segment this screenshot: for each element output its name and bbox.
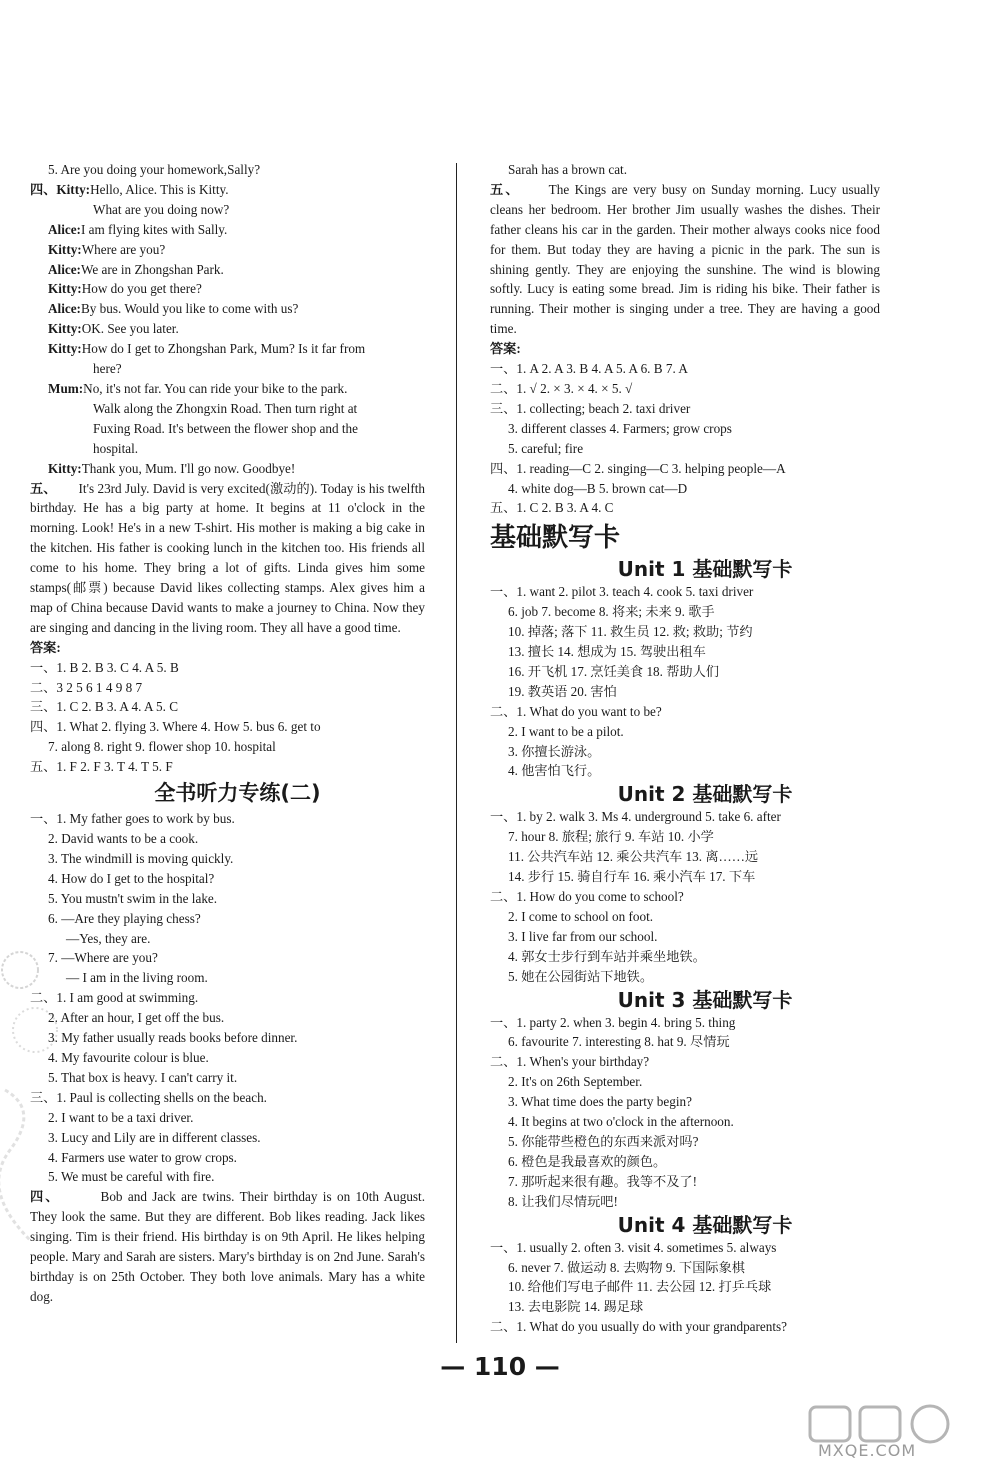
unit-line: 2. I come to school on foot. [508,908,654,924]
dialogue-line [30,459,425,479]
dialogue-line [30,200,425,220]
speaker-label: Alice: [48,221,81,237]
big-title: 基础默写卡 [490,523,621,554]
dialogue-text: OK. See you later. [81,321,179,337]
unit-line: 二、1. What do you usually do with your grandparents? [490,1319,788,1335]
answers-label: 答案: [490,341,521,357]
answer-line: 五、1. F 2. F 3. T 4. T 5. F [30,759,173,775]
unit-title: Unit 4 基础默写卡 [617,1212,793,1237]
question-line: 4. Farmers use water to grow crops. [48,1149,237,1165]
dialogue-line [30,319,425,339]
dialogue-text: By bus. Would you like to come with us? [80,301,299,317]
answer-line: 3. different classes 4. Farmers; grow crops [508,420,732,436]
unit-line: 10. 掉落; 落下 11. 救生员 12. 救; 救助; 节约 [508,624,753,640]
dialogue-line [30,399,425,419]
unit-line: 2. It's on 26th September. [508,1074,643,1090]
dialogue-line [30,220,425,240]
answers-list [30,658,425,777]
question-line: 3. Lucy and Lily are in different classes. [48,1129,261,1145]
passage-label: 五、 [490,181,521,197]
unit-line: 3. I live far from our school. [508,928,658,944]
speaker-label: Kitty: [48,460,82,476]
question-line: 4. How do I get to the hospital? [48,870,215,886]
right-column [490,160,880,1337]
unit-title: Unit 3 基础默写卡 [617,987,793,1012]
dialogue-text: Hello, Alice. This is Kitty. [90,181,229,197]
speaker-label: Mum: [48,380,84,396]
question-line: 二、1. I am good at swimming. [30,990,199,1006]
passage-5-right [490,180,880,339]
dialogue-text: I am flying kites with Sally. [80,221,228,237]
answer-line: 五、1. C 2. B 3. A 4. C [490,500,614,516]
dialogue-text: Walk along the Zhongxin Road. Then turn right at [93,400,358,416]
dialogue-line [30,359,425,379]
question-line: —Yes, they are. [66,930,151,946]
answer-line: 二、3 2 5 6 1 4 9 8 7 [30,679,143,695]
question-line: 7. —Where are you? [48,950,158,966]
unit-line: 二、1. What do you want to be? [490,703,662,719]
passage-text: The Kings are very busy on Sunday morning. Lucy usually cleans her bedroom. Her brother Jim usually washes the dishes. Their father cleans his car in the garden. Their mother always cooks nice food for them. But today they are having a picnic in the park. The sun is shining gently. They are enjoying the sunshine. The wind is blowing softly. Lucy is eating some bread. Jim is riding his bike. Their father is running. Their mother is singing under a tree. They are having a good time. [490,181,881,337]
speaker-label: Kitty: [48,281,82,297]
continuation-line: Sarah has a brown cat. [508,162,628,177]
unit-line: 8. 让我们尽情玩吧! [508,1193,618,1209]
answer-line: 一、1. B 2. B 3. C 4. A 5. B [30,659,179,675]
unit-line: 6. 橙色是我最喜欢的颜色。 [508,1153,667,1169]
unit-line: 16. 开飞机 17. 烹饪美食 18. 帮助人们 [508,663,719,679]
dialogue-line [30,260,425,280]
answer-line: 二、1. √ 2. × 3. × 4. × 5. √ [490,380,633,396]
dialogue-line [30,180,425,200]
question-line: 3. The windmill is moving quickly. [48,850,234,866]
unit-title: Unit 1 基础默写卡 [617,557,793,582]
unit-line: 二、1. When's your birthday? [490,1054,650,1070]
passage-5-left [30,479,425,638]
unit-line: 一、1. usually 2. often 3. visit 4. sometimes 5. always [490,1239,777,1255]
answers-label: 答案: [30,639,61,655]
unit-line: 10. 给他们写电子邮件 11. 去公园 12. 打乒乓球 [508,1279,772,1295]
unit-line: 4. 郭女士步行到车站并乘坐地铁。 [508,948,706,964]
dialogue-line [30,299,425,319]
answer-line: 4. white dog—B 5. brown cat—D [508,480,688,496]
dialogue-text: 5. Are you doing your homework,Sally? [48,162,261,177]
dialogue-text: We are in Zhongshan Park. [80,261,224,277]
unit-line: 3. 你擅长游泳。 [508,743,601,759]
unit-line: 14. 步行 15. 骑自行车 16. 乘小汽车 17. 下车 [508,869,756,885]
unit-line: 5. 她在公园街站下地铁。 [508,968,654,984]
unit-line: 13. 去电影院 14. 踢足球 [508,1299,644,1315]
unit-line: 4. It begins at two o'clock in the afternoon. [508,1114,734,1130]
dialogue-line [30,240,425,260]
dialogue-text: Where are you? [81,241,166,257]
dialogue-block [30,160,425,479]
question-line: 5. We must be careful with fire. [48,1169,215,1185]
answer-line: 7. along 8. right 9. flower shop 10. hospital [48,739,276,755]
passage-label: 五、 [30,480,57,496]
unit-line: 一、1. want 2. pilot 3. teach 4. cook 5. taxi driver [490,584,754,600]
question-line: 3. My father usually reads books before dinner. [48,1030,298,1046]
answer-line: 5. careful; fire [508,440,584,456]
unit-line: 11. 公共汽车站 12. 乘公共汽车 13. 离……远 [508,849,759,865]
section-title: 全书听力专练(二) [154,781,321,806]
dialogue-text: Thank you, Mum. I'll go now. Goodbye! [81,460,296,476]
left-column [30,160,425,1307]
unit-line: 13. 擅长 14. 想成为 15. 驾驶出租车 [508,644,706,660]
question-line: 三、1. Paul is collecting shells on the beach. [30,1089,267,1105]
dialogue-line [30,439,425,459]
dialogue-line [30,379,425,399]
question-line: 6. —Are they playing chess? [48,910,201,926]
answer-line: 四、1. reading—C 2. singing—C 3. helping people—A [490,460,786,476]
unit-line: 2. I want to be a pilot. [508,723,624,739]
question-line: 2. I want to be a taxi driver. [48,1109,194,1125]
speaker-label: Alice: [48,301,81,317]
passage-text: It's 23rd July. David is very excited(激动的). Today is his twelfth birthday. He has a big party at home. It begins at 11 o'clock in the morning. Look! He's in a new T-shirt. His mother is making a big cake in the kitchen. His father is cooking lunch in the kitchen too. His friends all come to his home. They bring a lot of gifts. Linda gives him some stamps(邮票) because David likes collecting stamps. Alex gives him a map of China because David wants to make a journey to China. Now they are singing and dancing in the living room. They all have a good time. [30,480,425,635]
passage-4-left [30,1187,425,1306]
units-block [490,554,880,1337]
unit-line: 5. 你能带些橙色的东西来派对吗? [508,1133,699,1149]
column-divider [456,163,457,1343]
dialogue-line [30,160,425,180]
dialogue-text: How do you get there? [81,281,202,297]
dialogue-line [30,279,425,299]
dialogue-text: How do I get to Zhongshan Park, Mum? Is it far from [81,341,366,357]
dialogue-text: No, it's not far. You can ride your bike to the park. [83,380,348,396]
passage-label: 四、 [30,1189,61,1205]
unit-line: 一、1. party 2. when 3. begin 4. bring 5. thing [490,1014,736,1030]
answer-line: 三、1. collecting; beach 2. taxi driver [490,400,691,416]
unit-line: 二、1. How do you come to school? [490,889,684,904]
dialogue-line [30,339,425,359]
dialogue-text: What are you doing now? [93,201,230,217]
speaker-label: Alice: [48,261,81,277]
speaker-label: Kitty: [48,341,82,357]
question-line: 2. David wants to be a cook. [48,831,199,846]
unit-line: 6. job 7. become 8. 将来; 未来 9. 歌手 [508,604,715,620]
unit-line: 4. 他害怕飞行。 [508,763,601,779]
watermark-text: MXQE.COM [818,1441,917,1460]
listening-section [30,809,425,1187]
unit-line: 7. hour 8. 旅程; 旅行 9. 车站 10. 小学 [508,829,714,845]
answer-line: 四、1. What 2. flying 3. Where 4. How 5. bus 6. get to [30,719,321,735]
passage-text: Bob and Jack are twins. Their birthday is on 10th August. They look the same. But they are different. Bob likes reading. Jack likes singing. Tim is their friend. His birthday is on 9th April. He likes helping people. Mary and Sarah are sisters. Mary's birthday is on 2nd June. Sarah's birthday is on 25th October. They both love animals. Mary has a white dog. [30,1189,426,1304]
speaker-label: Kitty: [48,241,82,257]
question-line: — I am in the living room. [66,970,208,986]
speaker-label: Kitty: [48,321,82,337]
answer-line: 一、1. A 2. A 3. B 4. A 5. A 6. B 7. A [490,361,688,377]
question-line: 4. My favourite colour is blue. [48,1049,209,1065]
unit-line: 一、1. by 2. walk 3. Ms 4. underground 5. take 6. after [490,809,781,825]
unit-line: 3. What time does the party begin? [508,1094,692,1110]
dialogue-text: hospital. [93,440,139,456]
dialogue-text: here? [93,361,122,377]
answer-line: 三、1. C 2. B 3. A 4. A 5. C [30,699,179,715]
speaker-label: 四、Kitty: [30,181,91,197]
unit-line: 19. 教英语 20. 害怕 [508,683,617,699]
unit-title: Unit 2 基础默写卡 [617,782,793,807]
question-line: 5. You mustn't swim in the lake. [48,890,218,906]
question-line: 5. That box is heavy. I can't carry it. [48,1069,238,1085]
answers-list [490,359,880,518]
unit-line: 7. 那听起来很有趣。我等不及了! [508,1173,698,1189]
dialogue-line [30,419,425,439]
unit-line: 6. never 7. 做运动 8. 去购物 9. 下国际象棋 [508,1259,745,1275]
dialogue-text: Fuxing Road. It's between the flower shop and the [93,420,358,436]
page-number: — 110 — [440,1352,560,1381]
unit-line: 6. favourite 7. interesting 8. hat 9. 尽情玩 [508,1034,730,1050]
question-line: 一、1. My father goes to work by bus. [30,811,235,827]
question-line: 2. After an hour, I get off the bus. [48,1010,225,1026]
